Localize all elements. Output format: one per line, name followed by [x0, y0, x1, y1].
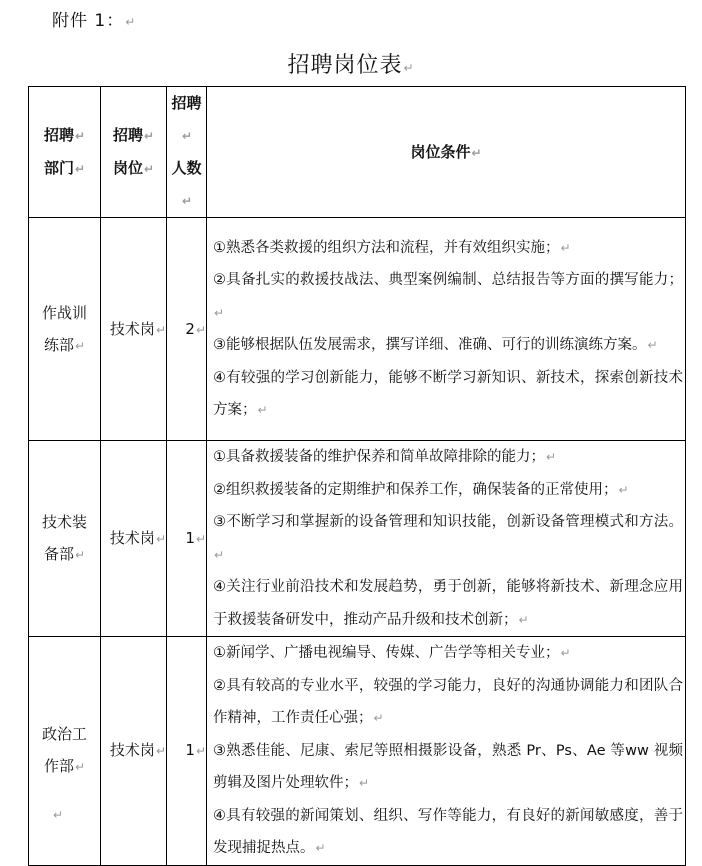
paragraph-mark: ↵	[74, 760, 86, 775]
table-row	[29, 218, 686, 441]
requirements-cell	[207, 637, 686, 866]
requirement-item	[213, 637, 683, 670]
table-row	[29, 637, 686, 866]
paragraph-mark: ↵	[618, 482, 629, 497]
requirement-text: ③能够根据队伍发展需求，撰写详细、准确、可行的训练演练方案。	[213, 337, 647, 353]
requirement-item	[213, 571, 683, 636]
header-post-line2: 岗位	[112, 159, 143, 177]
paragraph-mark: ↵	[195, 322, 206, 337]
dept-line1: 技术装	[41, 513, 87, 531]
post-text: 技术岗	[109, 529, 155, 547]
paragraph-mark: ↵	[74, 548, 86, 562]
requirement-text: ③熟悉佳能、尼康、索尼等照相摄影设备，熟悉 Pr、Ps、Ae 等ww 视频剪辑及图片处理软件；	[213, 742, 683, 791]
paragraph-mark: ↵	[143, 129, 155, 143]
recruitment-table	[28, 86, 686, 866]
count-cell	[167, 441, 207, 637]
dept-line2: 练部	[43, 335, 74, 354]
requirement-item	[213, 441, 683, 474]
requirement-text: ④有较强的学习创新能力，能够不断学习新知识、新技术，探索创新技术方案；	[213, 369, 683, 418]
header-count-line1: 招聘	[171, 94, 202, 112]
requirement-item	[213, 474, 683, 507]
post-text: 技术岗	[109, 741, 155, 760]
paragraph-mark: ↵	[257, 403, 268, 417]
post-cell	[101, 441, 167, 637]
paragraph-mark: ↵	[647, 338, 658, 352]
table-header-row	[29, 87, 686, 218]
header-dept	[29, 87, 101, 218]
requirement-item	[213, 362, 683, 427]
dept-line2: 备部	[43, 545, 74, 563]
paragraph-mark: ↵	[74, 129, 86, 143]
paragraph-mark: ↵	[560, 240, 571, 255]
requirement-item	[213, 506, 683, 571]
count-text: 1	[185, 741, 195, 760]
count-text: 2	[185, 319, 195, 338]
paragraph-mark: ↵	[403, 61, 415, 75]
paragraph-mark: ↵	[359, 776, 370, 790]
count-cell	[167, 637, 207, 866]
table-row	[29, 441, 686, 637]
header-post	[101, 87, 167, 218]
dept-cell	[29, 218, 101, 441]
post-text: 技术岗	[109, 319, 155, 338]
paragraph-mark: ↵	[214, 547, 225, 562]
paragraph-mark: ↵	[155, 322, 166, 337]
paragraph-mark: ↵	[195, 532, 206, 546]
requirement-text: ③不断学习和掌握新的设备管理和知识技能，创新设备管理模式和方法。	[213, 514, 683, 530]
requirement-item	[213, 800, 683, 865]
header-post-line1: 招聘	[112, 126, 143, 144]
requirement-text: ④关注行业前沿技术和发展趋势，勇于创新，能够将新技术、新理念应用于救援装备研发中，推动产品升级和技术创新；	[213, 579, 683, 628]
dept-cell	[29, 637, 101, 866]
requirement-text: ②具备扎实的救援技战法、典型案例编制、总结报告等方面的撰写能力；	[213, 272, 683, 288]
dept-cell	[29, 441, 101, 637]
annex-label	[52, 6, 136, 31]
dept-line1: 作战训	[41, 303, 87, 322]
paragraph-mark: ↵	[373, 711, 384, 725]
paragraph-mark: ↵	[74, 162, 86, 176]
header-requirements-text: 岗位条件	[410, 142, 471, 161]
paragraph-mark: ↵	[143, 162, 155, 176]
paragraph-mark: ↵	[546, 450, 557, 464]
paragraph-mark: ↵	[53, 808, 64, 822]
paragraph-mark: ↵	[125, 15, 137, 29]
page-title	[0, 48, 702, 79]
paragraph-mark: ↵	[560, 646, 571, 660]
post-cell	[101, 637, 167, 866]
paragraph-mark: ↵	[181, 129, 193, 143]
requirements-cell	[207, 441, 686, 637]
paragraph-mark: ↵	[181, 194, 193, 208]
paragraph-mark: ↵	[74, 338, 86, 353]
requirements-cell	[207, 218, 686, 441]
header-requirements	[207, 87, 686, 218]
count-cell	[167, 218, 207, 441]
requirement-text: ①熟悉各类救援的组织方法和流程，并有效组织实施；	[213, 239, 560, 256]
requirement-item	[213, 670, 683, 735]
post-cell	[101, 218, 167, 441]
annex-text: 附件 1：	[52, 11, 125, 31]
header-count-line2: 人数	[171, 159, 202, 177]
header-dept-line1: 招聘	[43, 126, 74, 144]
count-text: 1	[185, 529, 195, 547]
paragraph-mark: ↵	[155, 744, 166, 759]
header-dept-line2: 部门	[43, 159, 74, 177]
requirement-text: ②组织救援装备的定期维护和保养工作，确保装备的正常使用；	[213, 481, 618, 498]
requirement-item	[213, 735, 683, 800]
requirement-item	[213, 329, 683, 362]
paragraph-mark: ↵	[155, 532, 166, 546]
requirement-text: ④具有较强的新闻策划、组织、写作等能力，有良好的新闻敏感度，善于发现捕捉热点。	[213, 807, 683, 856]
header-count	[167, 87, 207, 218]
paragraph-mark: ↵	[518, 612, 529, 627]
paragraph-mark: ↵	[214, 305, 225, 320]
requirement-item	[213, 232, 683, 265]
paragraph-mark: ↵	[195, 744, 206, 759]
paragraph-mark: ↵	[315, 841, 326, 855]
requirement-text: ①具备救援装备的维护保养和简单故障排除的能力；	[213, 449, 545, 465]
dept-line2: 作部	[43, 757, 74, 776]
dept-line1: 政治工	[41, 725, 87, 744]
paragraph-mark: ↵	[471, 145, 482, 160]
requirement-text: ①新闻学、广播电视编导、传媒、广告学等相关专业；	[213, 645, 560, 661]
requirement-text: ②具有较高的专业水平，较强的学习能力，良好的沟通协调能力和团队合作精神，工作责任心强；	[213, 677, 683, 726]
requirement-item	[213, 264, 683, 329]
title-text: 招聘岗位表	[287, 53, 403, 78]
